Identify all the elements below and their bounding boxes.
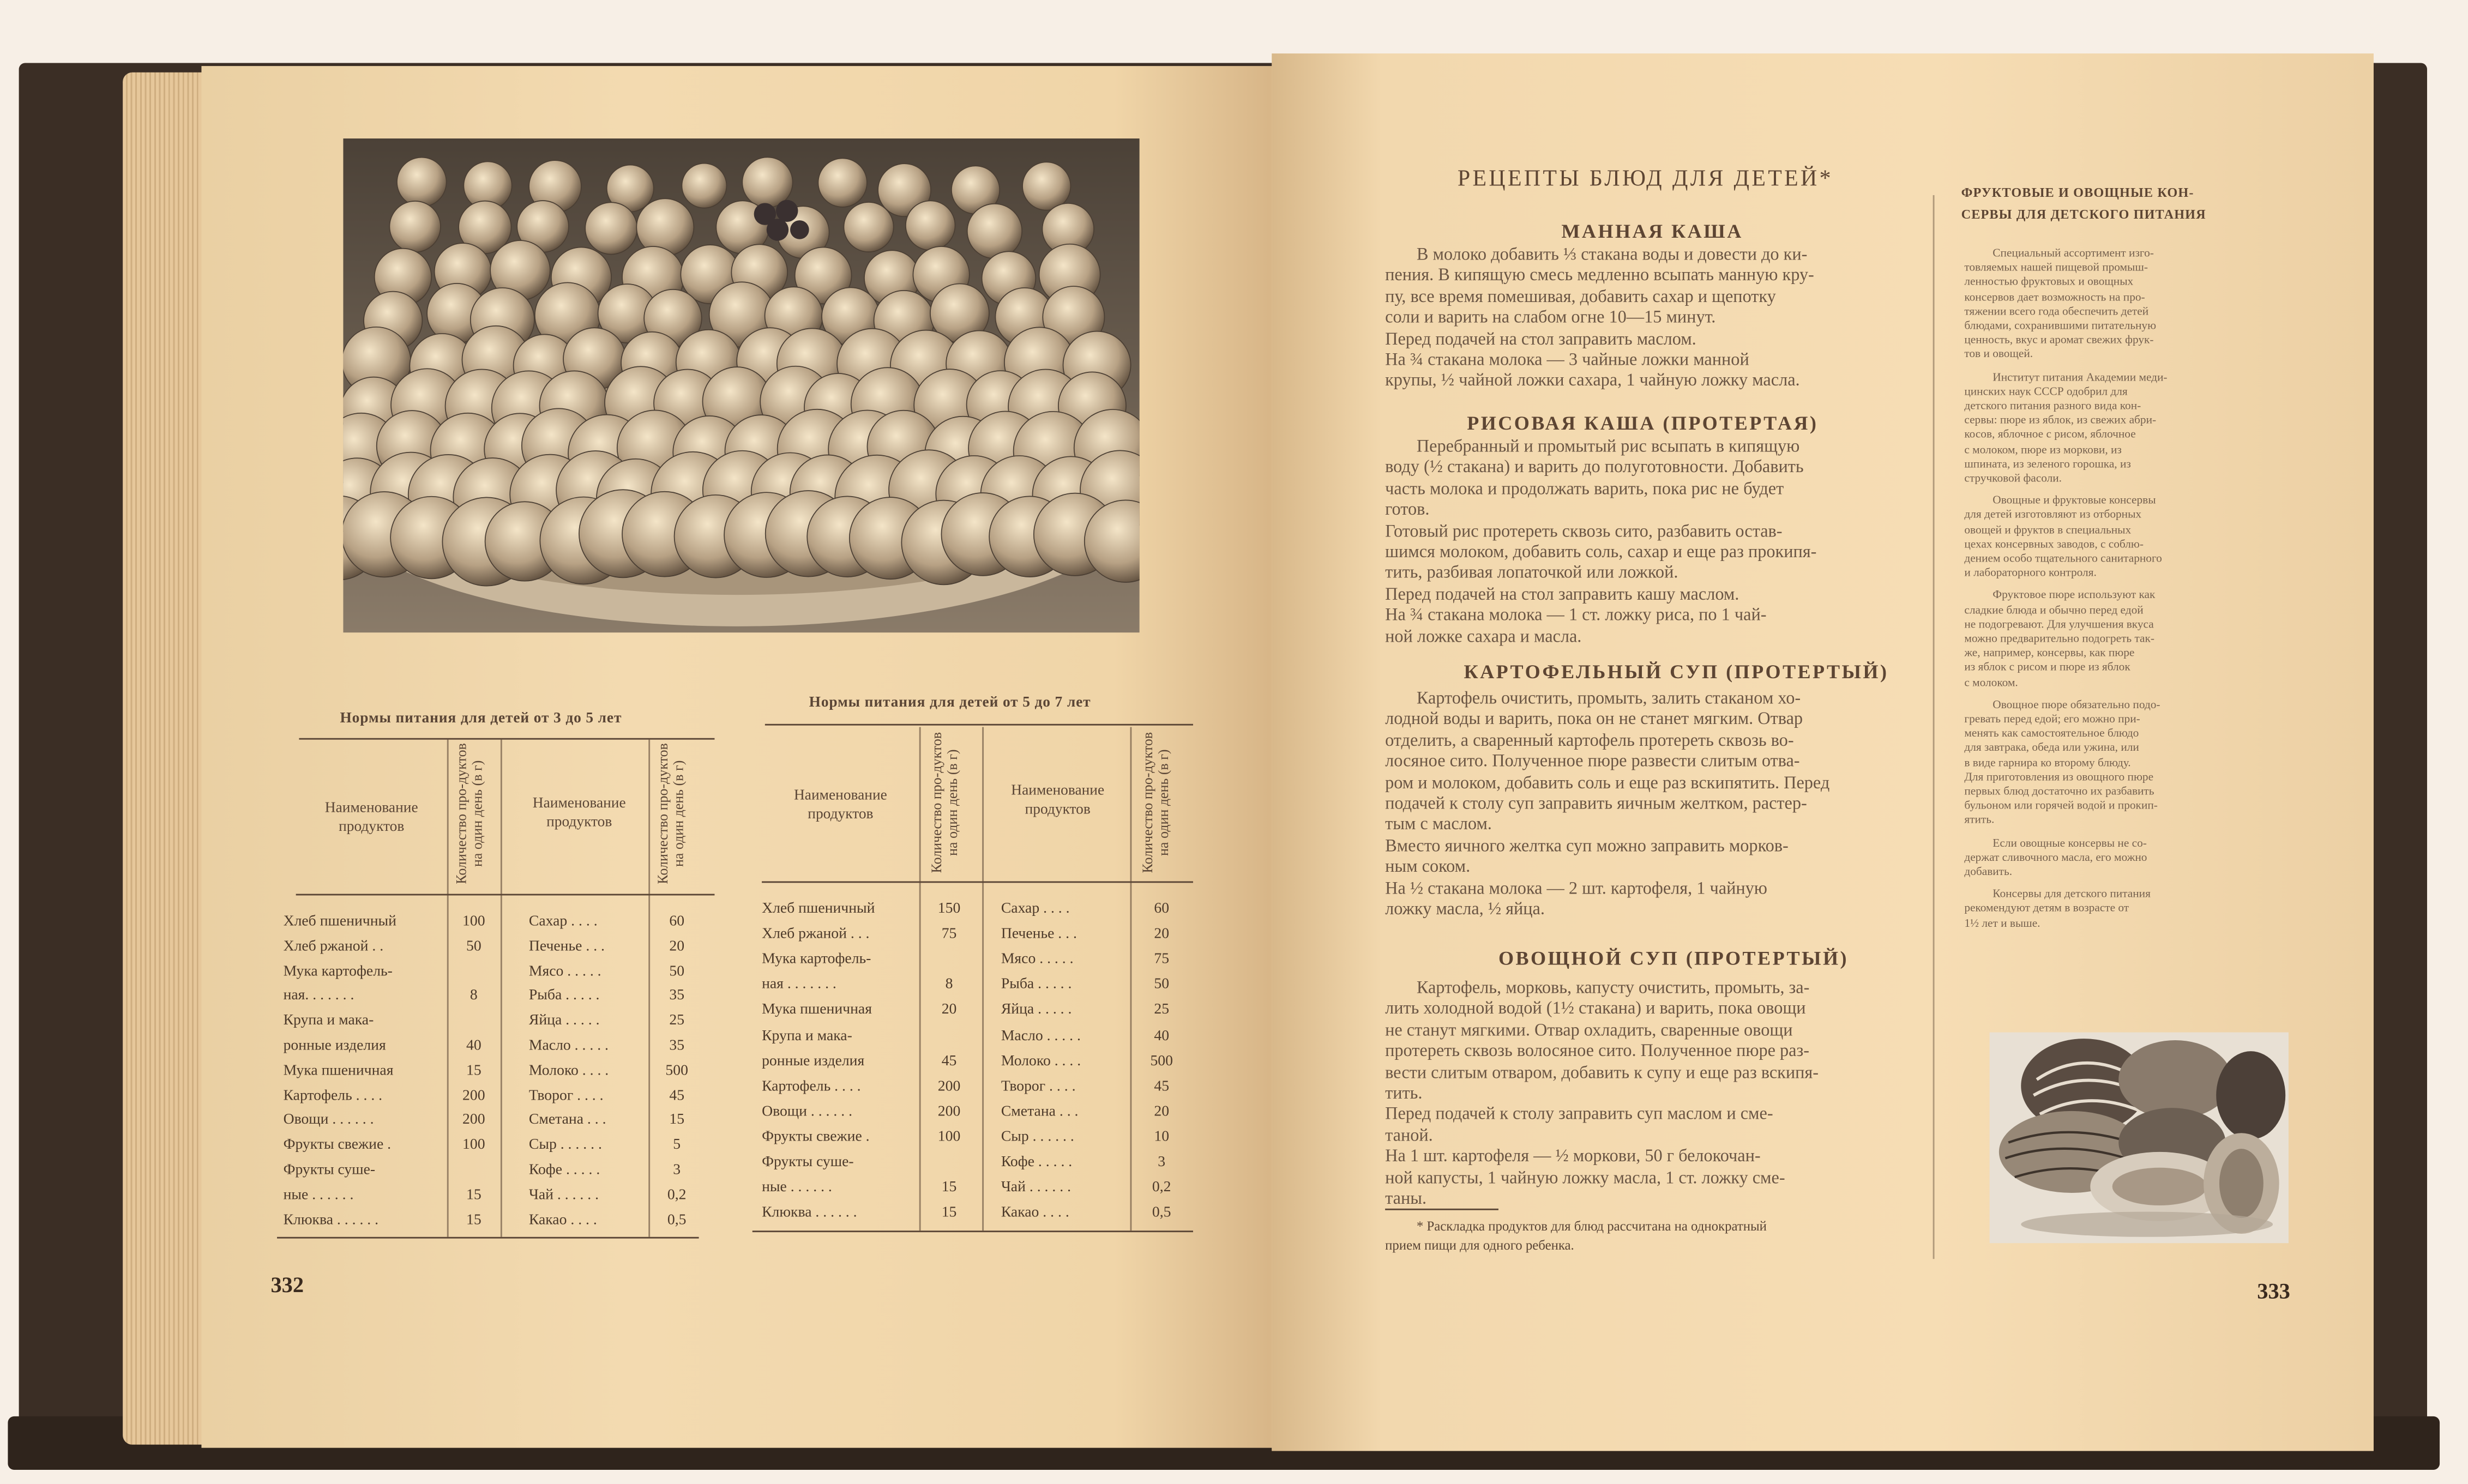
table2-row-right-qty: 40: [1154, 1027, 1170, 1045]
melon-photo: [1990, 1033, 2289, 1244]
sidebar-text-line: Институт питания Академии меди-: [1993, 369, 2168, 384]
fruit: [585, 202, 637, 254]
table2-row-left-name: Хлеб ржаной . . .: [762, 925, 870, 943]
table2-row-right-qty: 20: [1154, 1102, 1170, 1120]
table1-vline-1: [447, 740, 449, 1237]
sidebar-text-line: для детей изготовляют из отборных: [1964, 507, 2142, 522]
table1-row-left-qty: 200: [462, 1111, 485, 1129]
recipe-text-line: лить холодной водой (1½ стакана) и варить, пока овощи: [1385, 1000, 1806, 1019]
sidebar-text-line: Для приготовления из овощного пюре: [1964, 769, 2154, 783]
sidebar-text-line: первых блюд достаточно их разбавить: [1964, 783, 2154, 798]
table1-col-name-a: Наименование продуктов: [324, 801, 418, 836]
footnote-rule: [1385, 1209, 1498, 1210]
fruit: [967, 204, 1022, 258]
recipe-text-line: пения. В кипящую смесь медленно всыпать манную кру-: [1385, 266, 1814, 286]
table2-row-left-name: Хлеб пшеничный: [762, 900, 875, 918]
recipe-text-line: воду (½ стакана) и варить до полуготовности. Добавить: [1385, 459, 1804, 478]
table2-row-left-qty: 8: [945, 976, 953, 994]
sidebar-text-line: дением особо тщательного санитарного: [1964, 551, 2162, 565]
table1-row-right-qty: 45: [669, 1087, 685, 1105]
fruit: [389, 201, 441, 252]
table1-row-left-name: Картофель . . . .: [283, 1087, 383, 1105]
table1-row-right-name: Творог . . . .: [528, 1087, 604, 1105]
table1-row-left-name: ные . . . . . .: [283, 1186, 354, 1204]
table2-row-left-name: Фрукты свежие .: [762, 1128, 870, 1146]
sidebar-text-line: добавить.: [1964, 864, 2013, 878]
table2-vline-3: [1130, 727, 1132, 1231]
table2-row-left-name: Клюква . . . . . .: [762, 1204, 857, 1222]
recipe-text-line: пу, все время помешивая, добавить сахар и щепотку: [1385, 287, 1776, 307]
recipe-text-line: соли и варить на слабом огне 10—15 минут.: [1385, 309, 1716, 328]
table2-row-right-name: Кофе . . . . .: [1001, 1153, 1073, 1171]
sidebar-text-line: тяжении всего года обеспечить детей: [1964, 303, 2149, 318]
recipe-text-line: готов.: [1385, 500, 1430, 520]
recipe-text-line: Перед подачей к столу заправить суп маслом и сме-: [1385, 1105, 1773, 1125]
table1-row-left-qty: 8: [469, 987, 478, 1005]
recipe-text-line: ным соком.: [1385, 858, 1471, 877]
table2-col-name-b: Наименование продуктов: [1011, 783, 1105, 819]
recipe-text-line: На ½ стакана молока — 2 шт. картофеля, 1 чайную: [1385, 879, 1767, 898]
table2-col-qty-b: Количество про-дуктов на один день (в г): [1139, 732, 1171, 873]
table1-col-name-b: Наименование продуктов: [532, 796, 626, 832]
sidebar-text-line: сладкие блюда и обычно перед едой: [1964, 602, 2144, 617]
recipe-text-line: Перед подачей на стол заправить кашу маслом.: [1385, 585, 1739, 604]
recipe-text-line: Картофель, морковь, капусту очистить, промыть, за-: [1416, 979, 1810, 998]
table1-row-right-name: Чай . . . . . .: [528, 1186, 599, 1204]
table2-row-right-name: Сметана . . .: [1001, 1102, 1079, 1120]
recipe-text-line: Перебранный и промытый рис всыпать в кипящую: [1416, 437, 1800, 457]
recipe-title: МАННАЯ КАША: [1561, 220, 1743, 243]
recipe-text-line: тить.: [1385, 1084, 1423, 1103]
sidebar-text-line: сервы: пюре из яблок, из свежих абри-: [1964, 412, 2157, 427]
recipe-text-line: вести слитым отваром, добавить к супу и еще раз вскипя-: [1385, 1063, 1819, 1082]
table1-row-left-name: ная. . . . . . .: [283, 987, 354, 1005]
sidebar-text-line: Фруктовое пюре используют как: [1993, 587, 2156, 602]
table2-row-right-name: Какао . . . .: [1001, 1204, 1069, 1222]
recipe-text-line: часть молока и продолжать варить, пока рис не будет: [1385, 479, 1784, 499]
table1-row-right-qty: 3: [673, 1161, 681, 1179]
recipe-text-line: На ¾ стакана молока — 1 ст. ложку риса, по 1 чай-: [1385, 606, 1767, 625]
table2-row-right-name: Чай . . . . . .: [1001, 1179, 1072, 1197]
table1-row-right-name: Рыба . . . . .: [528, 987, 600, 1005]
table2-row-left-qty: 15: [941, 1204, 957, 1222]
table1-row-left-name: Мука картофель-: [283, 962, 393, 980]
table1-row-right-name: Молоко . . . .: [528, 1061, 609, 1079]
table1-row-left-qty: 15: [466, 1211, 481, 1229]
table1-row-left-name: Мука пшеничная: [283, 1061, 394, 1079]
table1-row-left-qty: 40: [466, 1037, 481, 1054]
table1-bottom-rule: [277, 1237, 699, 1239]
table2-row-right-name: Печенье . . .: [1001, 925, 1077, 943]
footnote-line-2: прием пищи для одного ребенка.: [1385, 1236, 1574, 1253]
table1-row-right-name: Какао . . . .: [528, 1211, 597, 1229]
table1-row-left-qty: 50: [466, 937, 481, 955]
table1-row-left-name: Хлеб пшеничный: [283, 913, 396, 930]
table1-row-right-name: Яйца . . . . .: [528, 1012, 600, 1030]
column-divider: [1933, 195, 1935, 1259]
sidebar-text-line: с молоком.: [1964, 674, 2018, 689]
recipe-text-line: ной ложке сахара и масла.: [1385, 627, 1582, 647]
sidebar-text-line: косов, яблочное с рисом, яблочное: [1964, 427, 2136, 442]
table1-row-right-qty: 0,2: [667, 1186, 687, 1204]
recipe-title: ОВОЩНОЙ СУП (ПРОТЕРТЫЙ): [1498, 947, 1849, 970]
recipe-text-line: лосяное сито. Полученное пюре развести слитым отва-: [1385, 752, 1800, 771]
table2-row-right-qty: 10: [1154, 1128, 1170, 1146]
table2-row-left-name: Крупа и мака-: [762, 1027, 852, 1045]
table2-row-right-qty: 0,5: [1152, 1204, 1171, 1222]
sidebar-text-line: же, например, консервы, как пюре: [1964, 646, 2135, 660]
table1-vline-3: [648, 740, 650, 1237]
table2-col-qty-a: Количество про-дуктов на один день (в г): [929, 732, 960, 873]
table2-title: Нормы питания для детей от 5 до 7 лет: [809, 695, 1091, 711]
sidebar-text-line: с молоком, пюре из моркови, из: [1964, 441, 2122, 456]
table1-row-right-qty: 60: [669, 913, 685, 930]
sidebar-text-line: для завтрака, обеда или ужина, или: [1964, 740, 2139, 755]
table2-row-left-name: ные . . . . . .: [762, 1179, 832, 1197]
recipe-text-line: В молоко добавить ⅓ стакана воды и довести до ки-: [1416, 245, 1808, 264]
table1-row-right-qty: 50: [669, 962, 685, 980]
recipe-text-line: Готовый рис протереть сквозь сито, разбавить остав-: [1385, 522, 1783, 541]
table1-title: Нормы питания для детей от 3 до 5 лет: [340, 711, 622, 727]
left-page-number: 332: [270, 1275, 304, 1299]
sidebar-text-line: консервов дает возможность на про-: [1964, 288, 2145, 303]
sidebar-text-line: менять как самостоятельное блюдо: [1964, 726, 2139, 740]
table2-row-right-name: Сахар . . . .: [1001, 900, 1070, 918]
table2-row-right-name: Сыр . . . . . .: [1001, 1128, 1074, 1146]
sidebar-text-line: ятить.: [1964, 812, 1995, 827]
recipe-text-line: Вместо яичного желтка суп можно заправить морков-: [1385, 837, 1789, 856]
sidebar-text-line: стручковой фасоли.: [1964, 470, 2062, 485]
sidebar-text-line: Овощное пюре обязательно подо-: [1993, 697, 2160, 711]
recipe-text-line: не станут мягкими. Отвар охладить, сваренные овощи: [1385, 1021, 1793, 1040]
recipe-text-line: лодной воды и варить, пока он не станет мягким. Отвар: [1385, 710, 1803, 729]
sidebar-text-line: бульоном или горячей водой и прокип-: [1964, 798, 2158, 812]
recipe-text-line: ной капусты, 1 чайную ложку масла, 1 ст. ложку смe-: [1385, 1168, 1785, 1188]
table2-row-right-qty: 500: [1150, 1052, 1173, 1070]
sidebar-text-line: шпината, из зеленого горошка, из: [1964, 456, 2131, 470]
table1-col-qty-b: Количество про-дуктов на один день (в г): [654, 743, 687, 884]
table2-row-left-name: ная . . . . . . .: [762, 976, 836, 994]
sidebar-text-line: не подогревают. Для улучшения вкуса: [1964, 616, 2154, 631]
table2-row-left-qty: 45: [941, 1052, 957, 1070]
table2-row-right-qty: 60: [1154, 900, 1170, 918]
sidebar-text-line: держат сливочного масла, его можно: [1964, 849, 2147, 864]
sidebar-text-line: Консервы для детского питания: [1993, 886, 2151, 901]
sidebar-text-line: в виде гарнира ко второму блюду.: [1964, 755, 2131, 769]
recipes-main-title: РЕЦЕПТЫ БЛЮД ДЛЯ ДЕТЕЙ*: [1457, 166, 1833, 192]
fruit: [397, 158, 447, 207]
recipe-text-line: На 1 шт. картофеля — ½ моркови, 50 г белокочан-: [1385, 1147, 1761, 1167]
table1-row-right-qty: 35: [669, 1037, 685, 1054]
table2-row-right-qty: 25: [1154, 1001, 1170, 1019]
table2-row-left-qty: 200: [937, 1077, 961, 1095]
recipe-text-line: ложку масла, ½ яйца.: [1385, 900, 1545, 919]
table2-row-left-qty: 20: [941, 1001, 957, 1019]
table1-col-qty-a: Количество про-дуктов на один день (в г): [453, 743, 485, 884]
sidebar-title-line-1: ФРУКТОВЫЕ И ОВОЩНЫЕ КОН-: [1961, 185, 2194, 200]
table2-bottom-rule: [753, 1230, 1193, 1232]
table1-row-right-qty: 25: [669, 1012, 685, 1030]
table2-row-right-qty: 3: [1158, 1153, 1166, 1171]
sidebar-text-line: Если овощные консервы не со-: [1993, 835, 2147, 849]
sidebar-text-line: и лабораторного контроля.: [1964, 565, 2097, 580]
recipe-text-line: отделить, а сваренный картофель протереть сквозь во-: [1385, 731, 1794, 751]
sidebar-text-line: 1½ лет и выше.: [1964, 915, 2040, 930]
table1-row-right-qty: 0,5: [667, 1211, 687, 1229]
table2-col-name-a: Наименование продуктов: [793, 788, 887, 824]
table2-row-right-qty: 75: [1154, 950, 1170, 968]
table2-row-right-name: Масло . . . . .: [1001, 1027, 1081, 1045]
table1-row-left-name: ронные изделия: [283, 1037, 386, 1054]
sidebar-text-line: из яблок с рисом и пюре из яблок: [1964, 660, 2130, 674]
table2-row-left-qty: 75: [941, 925, 957, 943]
sidebar-text-line: блюдами, сохранившими питательную: [1964, 318, 2157, 333]
table1-row-right-qty: 20: [669, 937, 685, 955]
sidebar-text-line: гревать перед едой; его можно при-: [1964, 711, 2140, 726]
table1-row-left-name: Хлеб ржаной . .: [283, 937, 384, 955]
table2-row-left-name: Фрукты суше-: [762, 1153, 854, 1171]
recipe-text-line: таной.: [1385, 1126, 1433, 1145]
fruit: [818, 158, 866, 207]
table1-vline-2: [501, 740, 502, 1237]
table2-row-left-qty: 15: [941, 1179, 957, 1197]
fruit: [844, 202, 893, 252]
fruit: [906, 201, 955, 250]
table2-row-left-qty: 100: [937, 1128, 961, 1146]
right-page-number: 333: [2257, 1281, 2290, 1305]
sidebar-text-line: можно предварительно подогреть так-: [1964, 631, 2154, 646]
table2-vline-1: [919, 727, 921, 1231]
recipe-text-line: подачей к столу суп заправить яичным желтком, растер-: [1385, 794, 1807, 814]
table1-row-left-qty: 100: [462, 1136, 485, 1154]
table2-vline-2: [982, 727, 984, 1231]
recipe-text-line: тить, разбивая лопаточкой или ложкой.: [1385, 564, 1678, 583]
table1-header-rule: [296, 894, 715, 896]
table1-row-left-qty: 15: [466, 1061, 481, 1079]
table1-row-right-name: Сахар . . . .: [528, 913, 598, 930]
table1-row-left-name: Овощи . . . . . .: [283, 1111, 374, 1129]
table1-row-right-name: Сметана . . .: [528, 1111, 606, 1129]
table2-top-rule: [765, 724, 1193, 726]
table2-row-right-qty: 20: [1154, 925, 1170, 943]
footnote-line-1: * Раскладка продуктов для блюд рассчитана на однократный: [1416, 1218, 1767, 1234]
fruit: [742, 157, 792, 207]
page-edges: [123, 73, 208, 1445]
recipe-text-line: тым с маслом.: [1385, 816, 1492, 835]
recipe-text-line: ром и молоком, добавить соль и еще раз вскипятить. Перед: [1385, 773, 1830, 793]
table2-row-left-name: ронные изделия: [762, 1052, 865, 1070]
sidebar-text-line: тов и овощей.: [1964, 347, 2033, 361]
table2-row-right-qty: 0,2: [1152, 1179, 1171, 1197]
recipe-title: РИСОВАЯ КАША (ПРОТЕРТАЯ): [1467, 412, 1819, 435]
recipe-text-line: Перед подачей на стол заправить маслом.: [1385, 329, 1696, 349]
table2-row-left-name: Овощи . . . . . .: [762, 1102, 853, 1120]
table2-row-right-name: Мясо . . . . .: [1001, 950, 1074, 968]
table2-row-right-name: Творог . . . .: [1001, 1077, 1076, 1095]
table1-row-right-name: Печенье . . .: [528, 937, 605, 955]
table2-row-left-name: Мука пшеничная: [762, 1001, 872, 1019]
table1-row-right-name: Сыр . . . . . .: [528, 1136, 602, 1154]
sidebar-text-line: Специальный ассортимент изго-: [1993, 245, 2154, 260]
recipe-text-line: На ¾ стакана молока — 3 чайные ложки манной: [1385, 351, 1749, 370]
sidebar-text-line: товляемых нашей пищевой промыш-: [1964, 260, 2148, 274]
sidebar-text-line: цинских наук СССР одобрил для: [1964, 383, 2128, 398]
table2-header-rule: [762, 881, 1193, 883]
table2-row-right-name: Молоко . . . .: [1001, 1052, 1081, 1070]
table1-row-right-qty: 500: [665, 1061, 688, 1079]
table1-row-left-name: Фрукты свежие .: [283, 1136, 392, 1154]
sidebar-text-line: цехах консервных заводов, с соблю-: [1964, 536, 2144, 551]
recipe-text-line: шимся молоком, добавить соль, сахар и еще раз прокипя-: [1385, 542, 1817, 562]
table1-row-left-qty: 100: [462, 913, 485, 930]
recipe-text-line: Картофель очистить, промыть, залить стаканом хо-: [1416, 689, 1801, 708]
recipe-text-line: таны.: [1385, 1190, 1427, 1209]
table1-row-right-qty: 35: [669, 987, 685, 1005]
recipe-text-line: крупы, ½ чайной ложки сахара, 1 чайную ложку масла.: [1385, 372, 1800, 391]
fruit-platter-photo: [343, 138, 1140, 632]
table1-row-right-name: Кофе . . . . .: [528, 1161, 600, 1179]
recipe-title: КАРТОФЕЛЬНЫЙ СУП (ПРОТЕРТЫЙ): [1464, 661, 1889, 683]
fruit: [1022, 162, 1070, 210]
table2-row-left-name: Мука картофель-: [762, 950, 871, 968]
table1-row-right-name: Мясо . . . . .: [528, 962, 601, 980]
table1-row-right-qty: 15: [669, 1111, 685, 1129]
table1-row-right-name: Масло . . . . .: [528, 1037, 609, 1054]
table1-row-left-name: Фрукты суше-: [283, 1161, 376, 1179]
table1-row-right-qty: 5: [673, 1136, 681, 1154]
sidebar-text-line: детского питания разного вида кон-: [1964, 398, 2141, 413]
table1-row-left-name: Клюква . . . . . .: [283, 1211, 379, 1229]
table2-row-right-qty: 50: [1154, 976, 1170, 994]
table2-row-right-name: Рыба . . . . .: [1001, 976, 1072, 994]
table1-top-rule: [299, 738, 714, 740]
table1-row-left-qty: 200: [462, 1087, 485, 1105]
sidebar-text-line: рекомендуют детям в возрасте от: [1964, 901, 2129, 915]
recipe-text-line: протереть сквозь волосяное сито. Полученное пюре раз-: [1385, 1042, 1810, 1061]
sidebar-text-line: ленностью фруктовых и овощных: [1964, 274, 2134, 289]
table1-row-left-name: Крупа и мака-: [283, 1012, 374, 1030]
sidebar-text-line: овощей и фруктов в специальных: [1964, 522, 2132, 536]
sidebar-text-line: ценность, вкус и аромат свежих фрук-: [1964, 332, 2154, 347]
table2-row-left-qty: 150: [937, 900, 961, 918]
table2-row-left-qty: 200: [937, 1102, 961, 1120]
sidebar-title-line-2: СЕРВЫ ДЛЯ ДЕТСКОГО ПИТАНИЯ: [1961, 208, 2206, 222]
sidebar-text-line: Овощные и фруктовые консервы: [1993, 493, 2156, 507]
table2-row-right-name: Яйца . . . . .: [1001, 1001, 1072, 1019]
table2-row-left-name: Картофель . . . .: [762, 1077, 861, 1095]
fruit: [682, 164, 726, 208]
table2-row-right-qty: 45: [1154, 1077, 1170, 1095]
table1-row-left-qty: 15: [466, 1186, 481, 1204]
